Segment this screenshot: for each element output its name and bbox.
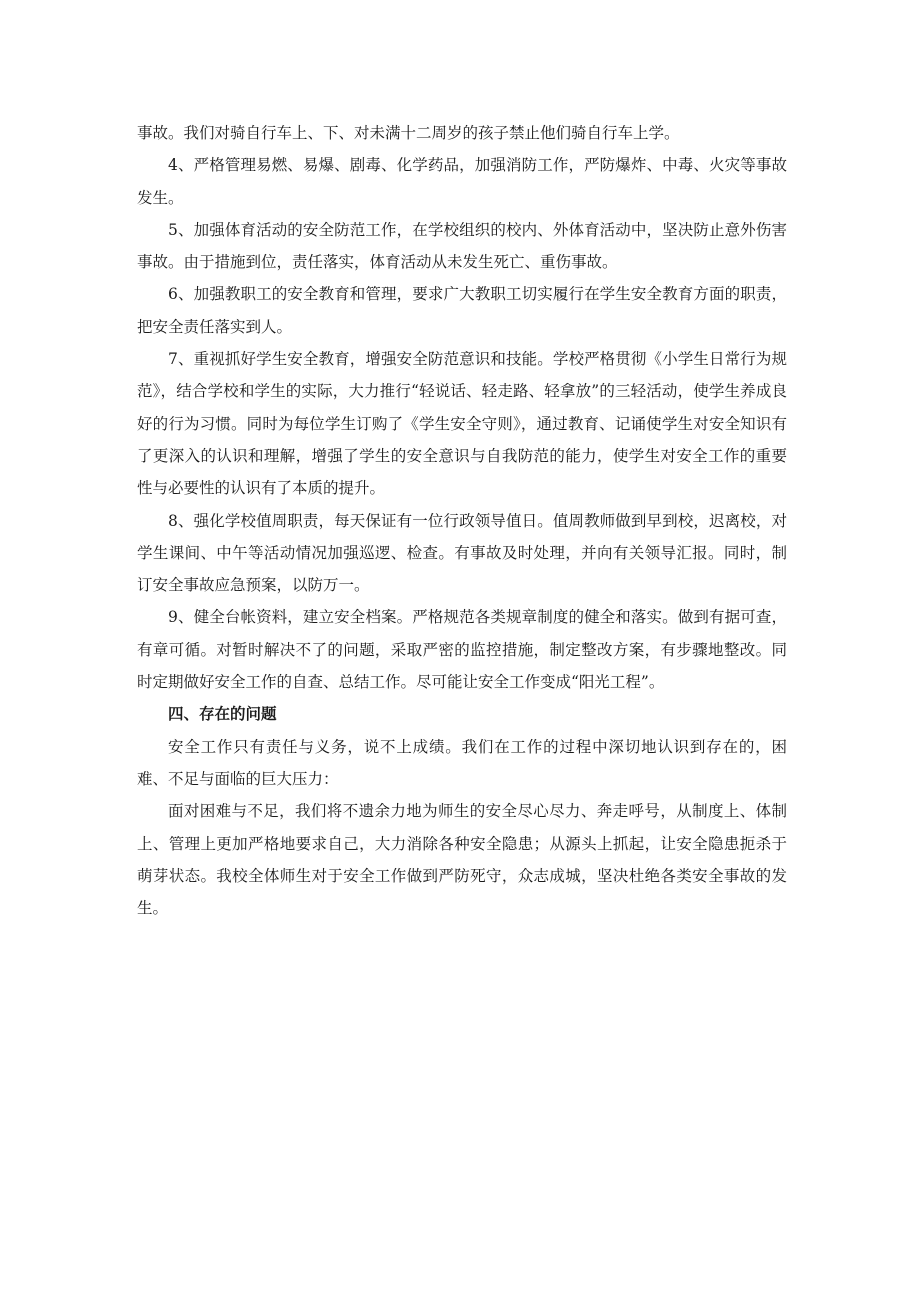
- section-heading-issues: 四、存在的问题: [168, 705, 277, 724]
- paragraph-item-7: 7、重视抓好学生安全教育，增强安全防范意识和技能。学校严格贯彻《小学生日常行为规范》，结合学校和学生的实际，大力推行“轻说话、轻走路、轻拿放”的三轻活动，使学生养成良好的行为习惯。同时为每位学生订购了《学生安全守则》，通过教育、记诵使学生对安全知识有了更深入的认识和理解，增强了学生的安全意识与自我防范的能力，使学生对安全工作的重要性与必要性的认识有了本质的提升。: [137, 350, 787, 498]
- paragraph-item-4: 4、严格管理易燃、易爆、剧毒、化学药品，加强消防工作，严防爆炸、中毒、火灾等事故发生。: [137, 156, 787, 207]
- paragraph-item-5: 5、加强体育活动的安全防范工作，在学校组织的校内、外体育活动中，坚决防止意外伤害事故。由于措施到位，责任落实，体育活动从未发生死亡、重伤事故。: [137, 220, 787, 272]
- paragraph-continuation: 事故。我们对骑自行车上、下、对未满十二周岁的孩子禁止他们骑自行车上学。: [137, 124, 680, 142]
- paragraph-item-8: 8、强化学校值周职责，每天保证有一位行政领导值日。值周教师做到早到校，迟离校，对学生课间、中午等活动情况加强巡逻、检查。有事故及时处理，并向有关领导汇报。同时，制订安全事故应急预案，以防万一。: [137, 511, 787, 595]
- paragraph-issues-1: 安全工作只有责任与义务，说不上成绩。我们在工作的过程中深切地认识到存在的，困难、不足与面临的巨大压力：: [137, 737, 787, 788]
- paragraph-item-9: 9、健全台帐资料，建立安全档案。严格规范各类规章制度的健全和落实。做到有据可查，有章可循。对暂时解决不了的问题，采取严密的监控措施，制定整改方案，有步骤地整改。同时定期做好安全工作的自查、总结工作。尽可能让安全工作变成“阳光工程”。: [137, 608, 787, 692]
- paragraph-item-6: 6、加强教职工的安全教育和管理，要求广大教职工切实履行在学生安全教育方面的职责，把安全责任落实到人。: [137, 285, 787, 336]
- document-body: [137, 117, 787, 924]
- paragraph-issues-2: 面对困难与不足，我们将不遗余力地为师生的安全尽心尽力、奔走呼号，从制度上、体制上、管理上更加严格地要求自己，大力消除各种安全隐患；从源头上抓起，让安全隐患扼杀于萌芽状态。我校全体师生对于安全工作做到严防死守，众志成城，坚决杜绝各类安全事故的发生。: [137, 802, 787, 918]
